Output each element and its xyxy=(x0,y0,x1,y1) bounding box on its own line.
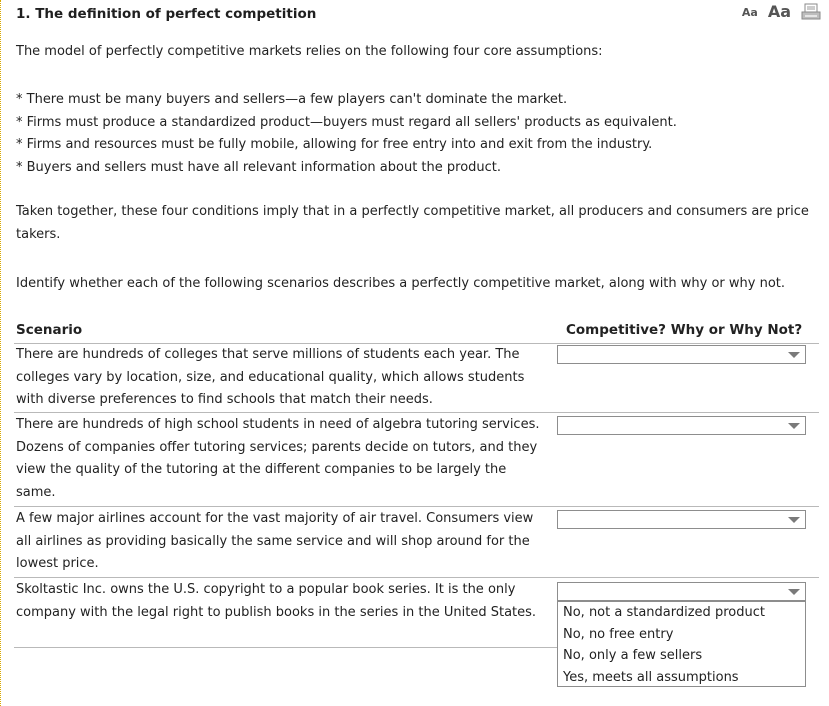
chevron-down-icon xyxy=(788,423,800,429)
answer-select[interactable] xyxy=(557,510,806,529)
intro-text: The model of perfectly competitive markets relies on the following four core assumptions: xyxy=(16,44,603,59)
print-icon[interactable] xyxy=(801,3,821,21)
scenario-text: There are hundreds of colleges that serve millions of students each year. The colleges vary by location, size, and educational quality, which allows students with diverse preferences to find schools that match their needs. xyxy=(16,347,525,407)
row-divider xyxy=(14,577,819,578)
scenario-column-header: Scenario xyxy=(16,322,83,338)
assumptions-list xyxy=(16,89,677,179)
assumption-item: * Firms must produce a standardized product—buyers must regard all sellers' products as equivalent. xyxy=(16,114,677,130)
row-divider xyxy=(14,506,819,507)
answer-column-header: Competitive? Why or Why Not? xyxy=(566,322,803,338)
scenario-text: There are hundreds of high school students in need of algebra tutoring services. Dozens of companies offer tutoring services; parents decide on tutors, and they view the quality of the tutoring at the different companies to be largely the same. xyxy=(16,417,540,500)
scenario-text: Skoltastic Inc. owns the U.S. copyright to a popular book series. It is the only company with the legal right to publish books in the series in the United States. xyxy=(16,582,537,620)
answer-select[interactable] xyxy=(557,582,806,601)
dropdown-option[interactable]: No, only a few sellers xyxy=(563,648,703,663)
scenario-text: A few major airlines account for the vast majority of air travel. Consumers view all airlines as providing basically the same service and will shop around for the lowest price. xyxy=(16,511,534,571)
font-size-large-button[interactable]: Aa xyxy=(767,2,791,21)
row-divider xyxy=(14,412,819,413)
row-divider xyxy=(14,647,557,648)
dropdown-option[interactable]: No, no free entry xyxy=(563,626,674,642)
chevron-down-icon xyxy=(788,517,800,523)
question-title: 1. The definition of perfect competition xyxy=(16,6,317,22)
answer-select[interactable] xyxy=(557,416,806,435)
assumption-item: * Buyers and sellers must have all relevant information about the product. xyxy=(16,159,502,175)
conclusion-text: Taken together, these four conditions imply that in a perfectly competitive market, all producers and consumers are price takers. xyxy=(16,204,809,242)
chevron-down-icon xyxy=(788,589,800,595)
instruction-text: Identify whether each of the following scenarios describes a perfectly competitive market, along with why or why not. xyxy=(16,276,786,291)
assumption-item: * There must be many buyers and sellers—a few players can't dominate the market. xyxy=(16,92,568,107)
answer-select[interactable] xyxy=(557,345,806,364)
dropdown-option[interactable]: No, not a standardized product xyxy=(563,605,765,620)
assumption-item: * Firms and resources must be fully mobile, allowing for free entry into and exit from the industry. xyxy=(16,137,653,152)
answer-dropdown-menu xyxy=(557,601,806,687)
left-border xyxy=(0,0,2,706)
font-size-small-button[interactable]: Aa xyxy=(741,6,758,19)
chevron-down-icon xyxy=(788,352,800,358)
dropdown-option[interactable]: Yes, meets all assumptions xyxy=(563,669,739,685)
toolbar xyxy=(742,2,821,21)
